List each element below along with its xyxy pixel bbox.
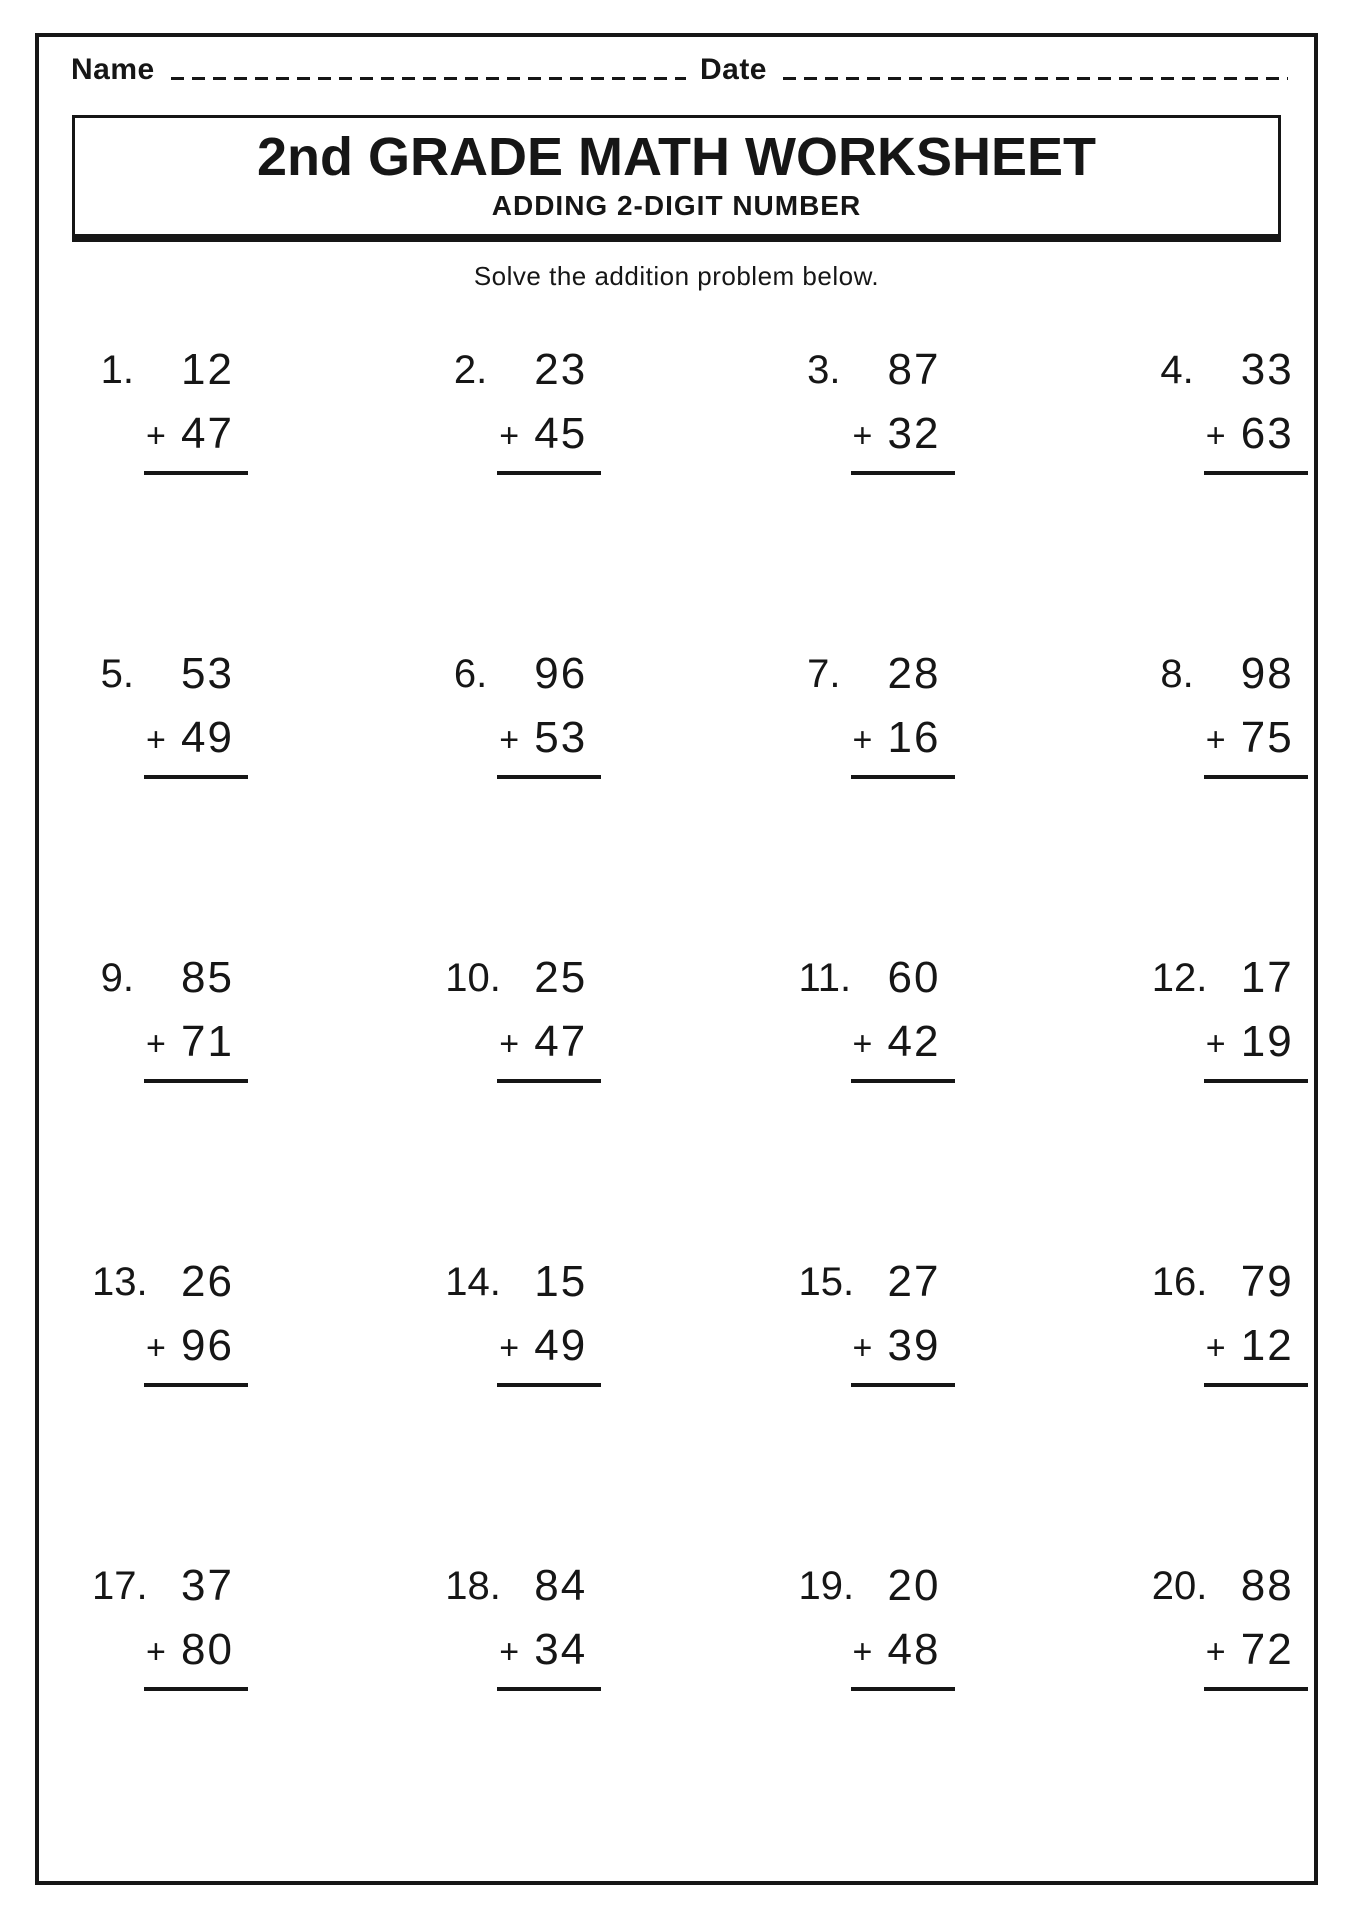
problems-grid <box>92 347 1314 1867</box>
top-addend: 26 <box>181 1257 234 1306</box>
bottom-addend-row <box>851 411 955 457</box>
title-box <box>72 115 1281 242</box>
problem-work-area <box>851 1259 955 1387</box>
problem-row <box>92 347 1314 651</box>
problem-5 <box>92 651 254 779</box>
problem-12 <box>1152 955 1314 1083</box>
problem-number: 12. <box>1151 956 1208 1000</box>
problem-19 <box>799 1563 961 1691</box>
bottom-addend: 53 <box>534 713 588 762</box>
problem-row <box>92 1563 1314 1867</box>
problem-number: 20. <box>1151 1564 1208 1608</box>
problem-11 <box>799 955 961 1083</box>
answer-line[interactable] <box>144 471 248 475</box>
problem-work-area <box>144 651 248 779</box>
bottom-addend-row <box>851 1019 955 1065</box>
problem-14 <box>445 1259 607 1387</box>
bottom-addend: 63 <box>1240 409 1294 458</box>
plus-sign-icon: + <box>852 1633 873 1671</box>
bottom-addend-row <box>144 1627 248 1673</box>
problem-17 <box>92 1563 254 1691</box>
name-fill-line[interactable] <box>171 77 686 80</box>
problem-number: 18. <box>445 1564 501 1608</box>
problem-work-area <box>851 651 955 779</box>
problem-work-area <box>144 1259 248 1387</box>
top-addend: 85 <box>181 953 234 1002</box>
problem-number: 7. <box>807 652 841 696</box>
plus-sign-icon: + <box>499 1329 520 1367</box>
bottom-addend-row <box>144 1019 248 1065</box>
answer-line[interactable] <box>1204 775 1308 779</box>
bottom-addend-row <box>144 1323 248 1369</box>
problem-work-area <box>497 651 601 779</box>
problem-number: 8. <box>1160 652 1194 696</box>
problem-1 <box>92 347 254 475</box>
bottom-addend: 75 <box>1240 713 1294 762</box>
plus-sign-icon: + <box>1205 1633 1226 1671</box>
top-addend: 23 <box>534 345 588 394</box>
problem-row <box>92 955 1314 1259</box>
problem-number: 19. <box>798 1564 855 1608</box>
problem-number: 15. <box>798 1260 855 1304</box>
answer-line[interactable] <box>497 1079 601 1083</box>
top-addend: 53 <box>181 649 234 698</box>
problem-9 <box>92 955 254 1083</box>
top-addend: 37 <box>181 1561 234 1610</box>
bottom-addend: 96 <box>181 1321 234 1370</box>
problem-13 <box>92 1259 254 1387</box>
problem-work-area <box>497 347 601 475</box>
plus-sign-icon: + <box>146 1025 166 1063</box>
problem-number: 9. <box>100 956 134 1000</box>
problem-number: 3. <box>807 348 841 392</box>
plus-sign-icon: + <box>499 1025 520 1063</box>
bottom-addend: 49 <box>534 1321 588 1370</box>
answer-line[interactable] <box>144 1383 248 1387</box>
problem-work-area <box>1204 1563 1308 1691</box>
bottom-addend-row <box>1204 715 1308 761</box>
problem-work-area <box>1204 651 1308 779</box>
top-addend: 15 <box>534 1257 588 1306</box>
name-label: Name <box>71 53 155 86</box>
bottom-addend: 12 <box>1240 1321 1294 1370</box>
problem-work-area <box>497 955 601 1083</box>
plus-sign-icon: + <box>146 721 166 759</box>
bottom-addend: 42 <box>887 1017 941 1066</box>
bottom-addend-row <box>144 715 248 761</box>
problem-number: 16. <box>1151 1260 1208 1304</box>
problem-work-area <box>851 347 955 475</box>
instruction-text: Solve the addition problem below. <box>473 261 880 291</box>
top-addend: 12 <box>181 345 234 394</box>
bottom-addend-row <box>1204 1019 1308 1065</box>
problem-number: 13. <box>92 1260 148 1304</box>
plus-sign-icon: + <box>499 721 520 759</box>
top-addend: 98 <box>1240 649 1294 698</box>
plus-sign-icon: + <box>852 1329 873 1367</box>
bottom-addend: 47 <box>181 409 234 458</box>
answer-line[interactable] <box>851 1079 955 1083</box>
bottom-addend-row <box>1204 1323 1308 1369</box>
answer-line[interactable] <box>1204 1079 1308 1083</box>
problem-number: 14. <box>445 1260 501 1304</box>
answer-line[interactable] <box>1204 471 1308 475</box>
problem-work-area <box>497 1563 601 1691</box>
bottom-addend: 34 <box>534 1625 588 1674</box>
bottom-addend: 80 <box>181 1625 234 1674</box>
answer-line[interactable] <box>851 775 955 779</box>
problem-20 <box>1152 1563 1314 1691</box>
answer-line[interactable] <box>144 775 248 779</box>
bottom-addend: 45 <box>534 409 588 458</box>
problem-2 <box>445 347 607 475</box>
bottom-addend-row <box>497 1019 601 1065</box>
top-addend: 17 <box>1240 953 1294 1002</box>
top-addend: 84 <box>534 1561 588 1610</box>
answer-line[interactable] <box>497 775 601 779</box>
answer-line[interactable] <box>851 471 955 475</box>
bottom-addend: 19 <box>1240 1017 1294 1066</box>
worksheet-title: 2nd GRADE MATH WORKSHEET <box>257 127 1096 187</box>
top-addend: 79 <box>1240 1257 1294 1306</box>
name-date-row <box>71 53 1288 87</box>
problem-10 <box>445 955 607 1083</box>
problem-4 <box>1152 347 1314 475</box>
problem-7 <box>799 651 961 779</box>
problem-15 <box>799 1259 961 1387</box>
problem-number: 17. <box>92 1564 148 1608</box>
top-addend: 60 <box>887 953 941 1002</box>
plus-sign-icon: + <box>499 1633 520 1671</box>
problem-number: 6. <box>453 652 488 696</box>
problem-work-area <box>1204 955 1308 1083</box>
bottom-addend-row <box>851 1323 955 1369</box>
problem-work-area <box>144 347 248 475</box>
bottom-addend: 71 <box>181 1017 234 1066</box>
top-addend: 33 <box>1240 345 1294 394</box>
plus-sign-icon: + <box>146 1329 166 1367</box>
problem-work-area <box>1204 1259 1308 1387</box>
answer-line[interactable] <box>144 1687 248 1691</box>
problem-number: 4. <box>1160 348 1194 392</box>
answer-line[interactable] <box>851 1383 955 1387</box>
plus-sign-icon: + <box>852 1025 873 1063</box>
answer-line[interactable] <box>1204 1383 1308 1387</box>
bottom-addend-row <box>497 1323 601 1369</box>
problem-16 <box>1152 1259 1314 1387</box>
problem-work-area <box>851 955 955 1083</box>
problem-work-area <box>851 1563 955 1691</box>
problem-6 <box>445 651 607 779</box>
plus-sign-icon: + <box>852 721 873 759</box>
problem-3 <box>799 347 961 475</box>
bottom-addend: 49 <box>181 713 234 762</box>
top-addend: 27 <box>887 1257 941 1306</box>
answer-line[interactable] <box>851 1687 955 1691</box>
answer-line[interactable] <box>497 1687 601 1691</box>
plus-sign-icon: + <box>1205 417 1226 455</box>
problem-number: 2. <box>453 348 488 392</box>
top-addend: 88 <box>1240 1561 1294 1610</box>
answer-line[interactable] <box>497 471 601 475</box>
top-addend: 96 <box>534 649 588 698</box>
problem-18 <box>445 1563 607 1691</box>
problem-number: 1. <box>100 348 134 392</box>
plus-sign-icon: + <box>852 417 873 455</box>
bottom-addend: 32 <box>887 409 941 458</box>
bottom-addend-row <box>144 411 248 457</box>
problem-work-area <box>497 1259 601 1387</box>
bottom-addend: 16 <box>887 713 941 762</box>
top-addend: 25 <box>534 953 588 1002</box>
bottom-addend: 72 <box>1240 1625 1294 1674</box>
bottom-addend: 48 <box>887 1625 941 1674</box>
problem-work-area <box>1204 347 1308 475</box>
top-addend: 28 <box>887 649 941 698</box>
bottom-addend-row <box>497 1627 601 1673</box>
bottom-addend-row <box>497 715 601 761</box>
problem-number: 5. <box>100 652 134 696</box>
problem-8 <box>1152 651 1314 779</box>
problem-work-area <box>144 1563 248 1691</box>
problem-work-area <box>144 955 248 1083</box>
date-fill-line[interactable] <box>783 77 1288 80</box>
bottom-addend-row <box>1204 1627 1308 1673</box>
bottom-addend: 47 <box>534 1017 588 1066</box>
plus-sign-icon: + <box>1205 1329 1226 1367</box>
problem-row <box>92 1259 1314 1563</box>
bottom-addend-row <box>851 715 955 761</box>
top-addend: 87 <box>887 345 941 394</box>
top-addend: 20 <box>887 1561 941 1610</box>
problem-number: 10. <box>445 956 501 1000</box>
problem-row <box>92 651 1314 955</box>
answer-line[interactable] <box>1204 1687 1308 1691</box>
bottom-addend-row <box>851 1627 955 1673</box>
bottom-addend-row <box>1204 411 1308 457</box>
worksheet-page-border <box>35 33 1318 1885</box>
date-label: Date <box>699 53 767 86</box>
bottom-addend: 39 <box>887 1321 941 1370</box>
plus-sign-icon: + <box>1205 721 1226 759</box>
plus-sign-icon: + <box>146 417 166 455</box>
worksheet-subtitle: ADDING 2-DIGIT NUMBER <box>491 190 862 221</box>
plus-sign-icon: + <box>146 1633 166 1671</box>
plus-sign-icon: + <box>499 417 520 455</box>
problem-number: 11. <box>798 956 852 1000</box>
answer-line[interactable] <box>144 1079 248 1083</box>
answer-line[interactable] <box>497 1383 601 1387</box>
plus-sign-icon: + <box>1205 1025 1226 1063</box>
bottom-addend-row <box>497 411 601 457</box>
